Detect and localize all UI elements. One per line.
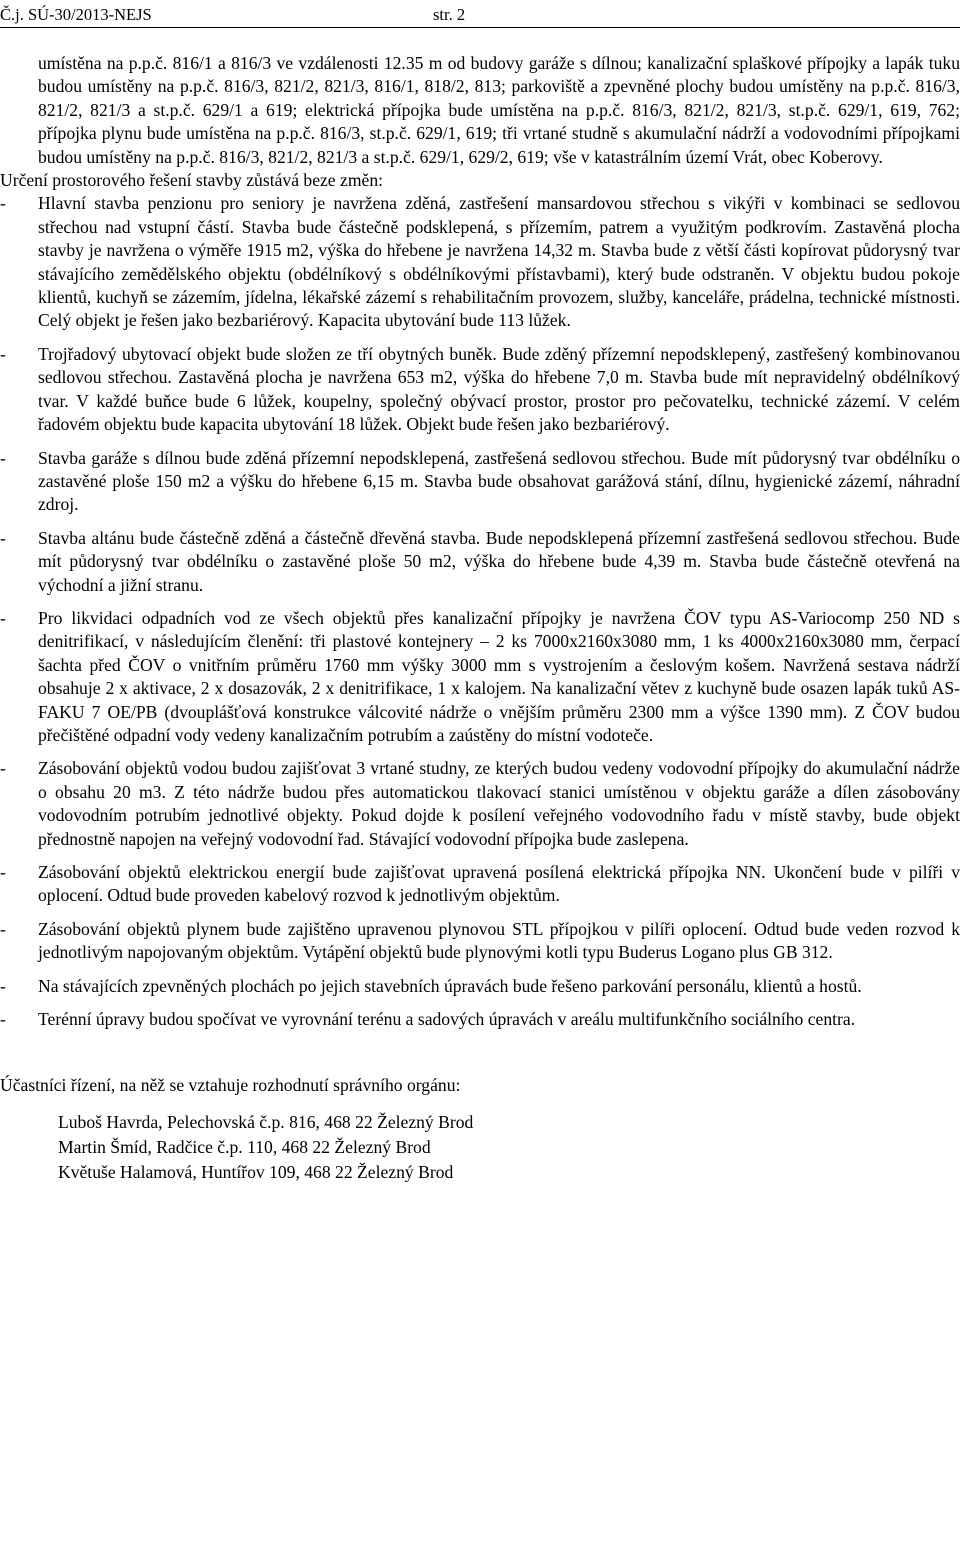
list-item	[0, 447, 960, 517]
bullet-marker: -	[0, 975, 6, 996]
document-body	[0, 52, 960, 1185]
list-item	[0, 861, 960, 908]
list-item-text: Zásobování objektů elektrickou energií bude zajišťovat upravená posílená elektrická přípojka NN. Ukončení bude v pilíři v oplocení. Odtud bude proveden kabelový rozvod k jednotlivým objektům.	[38, 862, 960, 906]
list-item	[0, 343, 960, 437]
list-item	[0, 607, 960, 747]
bullet-marker: -	[0, 527, 6, 548]
bullet-marker: -	[0, 758, 6, 779]
list-item-text: Trojřadový ubytovací objekt bude složen ze tří obytných buněk. Bude zděný přízemní nepodsklepený, zastřešený kombinovanou sedlovou střechou. Zastavěná plocha je navržena 653 m2, výška do hřebene 7,0 m. Stavba bude mít nepravidelný obdélníkový tvar. V každé buňce bude 6 lůžek, koupelny, společný obývací prostor, prostor pro pečovatelku, technické zázemí. V celém řadovém objektu bude kapacita ubytování 18 lůžek. Objekt bude řešen jako bezbariérový.	[38, 343, 960, 435]
list-item	[0, 975, 960, 998]
page-number: str. 2	[433, 5, 466, 24]
list-item-text: Stavba altánu bude částečně zděná a částečně dřevěná stavba. Bude nepodsklepená přízemní zastřešená sedlovou střechou. Bude mít půdorysný tvar obdélníku o zastavěné ploše 50 m2, výška do hřebene bude 4,39 m. Stavba bude částečně otevřená na východní a jižní stranu.	[38, 527, 960, 595]
list-item	[0, 527, 960, 597]
list-item-text: Hlavní stavba penzionu pro seniory je navržena zděná, zastřešení mansardovou střechou s vikýři v kombinaci se sedlovou střechou nad vstupní částí. Stavba bude částečně podsklepená, s přízemím, patrem a využitým podkrovím. Zastavěná plocha stavby je navržena o výměře 1915 m2, výška do hřebene je navržena 14,32 m. Stavba bude z větší části kopírovat půdorysný tvar stávajícího zemědělského objektu (obdélníkový s obdélníkovými přístavbami), který bude odstraněn. V objektu budou pokoje klientů, kuchyň se zázemím, jídelna, lékařské zázemí s rehabilitačním provozem, služby, kanceláře, prádelna, technické místnosti. Celý objekt je řešen jako bezbariérový. Kapacita ubytování bude 113 lůžek.	[38, 193, 960, 331]
list-item-text: Terénní úpravy budou spočívat ve vyrovnání terénu a sadových úpravách v areálu multifunkčního sociálního centra.	[38, 1009, 856, 1030]
bullet-marker: -	[0, 607, 6, 628]
list-item	[0, 918, 960, 965]
parties-heading: Účastníci řízení, na něž se vztahuje rozhodnutí správního orgánu:	[0, 1075, 461, 1096]
list-item	[0, 1008, 960, 1031]
party-entry: Martin Šmíd, Radčice č.p. 110, 468 22 Železný Brod	[58, 1136, 431, 1157]
page-header	[0, 4, 960, 26]
bullet-marker: -	[0, 193, 6, 214]
list-item-text: Zásobování objektů plynem bude zajištěno upravenou plynovou STL přípojkou v pilíři oplocení. Odtud bude veden rozvod k jednotlivým napojovaným objektům. Vytápění objektů bude plynovými kotli typu Buderus Logano plus GB 312.	[38, 918, 960, 963]
bullet-marker: -	[0, 447, 6, 468]
parties-list	[0, 1110, 960, 1185]
description-list	[0, 192, 960, 1031]
bullet-marker: -	[0, 343, 6, 364]
list-item-text: Zásobování objektů vodou budou zajišťovat 3 vrtané studny, ze kterých budou vedeny vodovodní přípojky do akumulační nádrže o obsahu 20 m3. Z této nádrže budou přes automatickou tlakovací stanici umístěnou v objektu garáže a dílen zásobovány vodovodním potrubím jednotlivé objekty. Pokud dojde k posílení veřejného vodovodního řadu v místě stavby, bude objekt přednostně napojen na veřejný vodovodní řad. Stávající vodovodní přípojka bude zaslepena.	[38, 758, 960, 849]
reference-number: Č.j. SÚ-30/2013-NEJS	[0, 5, 152, 24]
list-item	[0, 757, 960, 851]
bullet-marker: -	[0, 862, 6, 882]
intro-paragraph: umístěna na p.p.č. 816/1 a 816/3 ve vzdálenosti 12.35 m od budovy garáže s dílnou; kanalizační splaškové přípojky a lapák tuku budou umístěny na p.p.č. 816/3, 821/2, 821/3, 816/1, 818/2, 813; parkoviště a zpevněné plochy budou umístěny na p.p.č. 816/3, 821/2, 821/3 a st.p.č. 629/1 a 619; elektrická přípojka bude umístěna na p.p.č. 816/3, 821/2, 821/3, st.p.č. 629/1, 619, 762; přípojka plynu bude umístěna na p.p.č. 816/3, st.p.č. 629/1, 619; tři vrtané studně s akumulační nádrží a vodovodními přípojkami budou umístěny na p.p.č. 816/3, 821/2, 821/3 a st.p.č. 629/1, 629/2, 619; vše v katastrálním území Vrát, obec Koberovy.	[38, 53, 960, 167]
list-item-text: Pro likvidaci odpadních vod ze všech objektů přes kanalizační přípojky je navržena ČOV typu AS-Variocomp 250 ND s denitrifikací, v následujícím členění: tři plastové kontejnery – 2 ks 7000x2160x3080 mm, 1 ks 4000x2160x3080 mm, čerpací šachta před ČOV o vnitřním průměru 1760 mm výšky 3000 mm s vystrojením a česlovým košem. Navržená sestava nádrží obsahuje 2 x aktivace, 2 x dosazovák, 2 x denitrifikace, 1 x kalojem. Na kanalizační větev z kuchyně bude osazen lapák tuků AS-FAKU 7 OE/PB (dvouplášťová konstrukce válcovité nádrže o vnějším průměru 2300 mm a výšce 1390 mm). Z ČOV budou přečištěné odpadní vody vedeny kanalizačním potrubím a zaústěny do místní vodoteče.	[38, 607, 960, 745]
bullet-marker: -	[0, 1009, 6, 1030]
bullet-marker: -	[0, 918, 6, 939]
party-entry: Luboš Havrda, Pelechovská č.p. 816, 468 22 Železný Brod	[58, 1111, 474, 1132]
header-divider	[0, 27, 960, 28]
list-item-text: Na stávajících zpevněných plochách po jejich stavebních úpravách bude řešeno parkování personálu, klientů a hostů.	[38, 975, 862, 996]
list-item-text: Stavba garáže s dílnou bude zděná přízemní nepodsklepená, zastřešená sedlovou střechou. Bude mít půdorysný tvar obdélníku o zastavěné ploše 150 m2 a výšku do hřebene 6,15 m. Stavba bude obsahovat garážová stání, dílnu, hygienické zázemí, náhradní zdroj.	[38, 447, 960, 515]
list-item	[0, 192, 960, 332]
party-entry: Květuše Halamová, Huntířov 109, 468 22 Železný Brod	[58, 1161, 454, 1182]
section-heading: Určení prostorového řešení stavby zůstává beze změn:	[0, 170, 384, 191]
